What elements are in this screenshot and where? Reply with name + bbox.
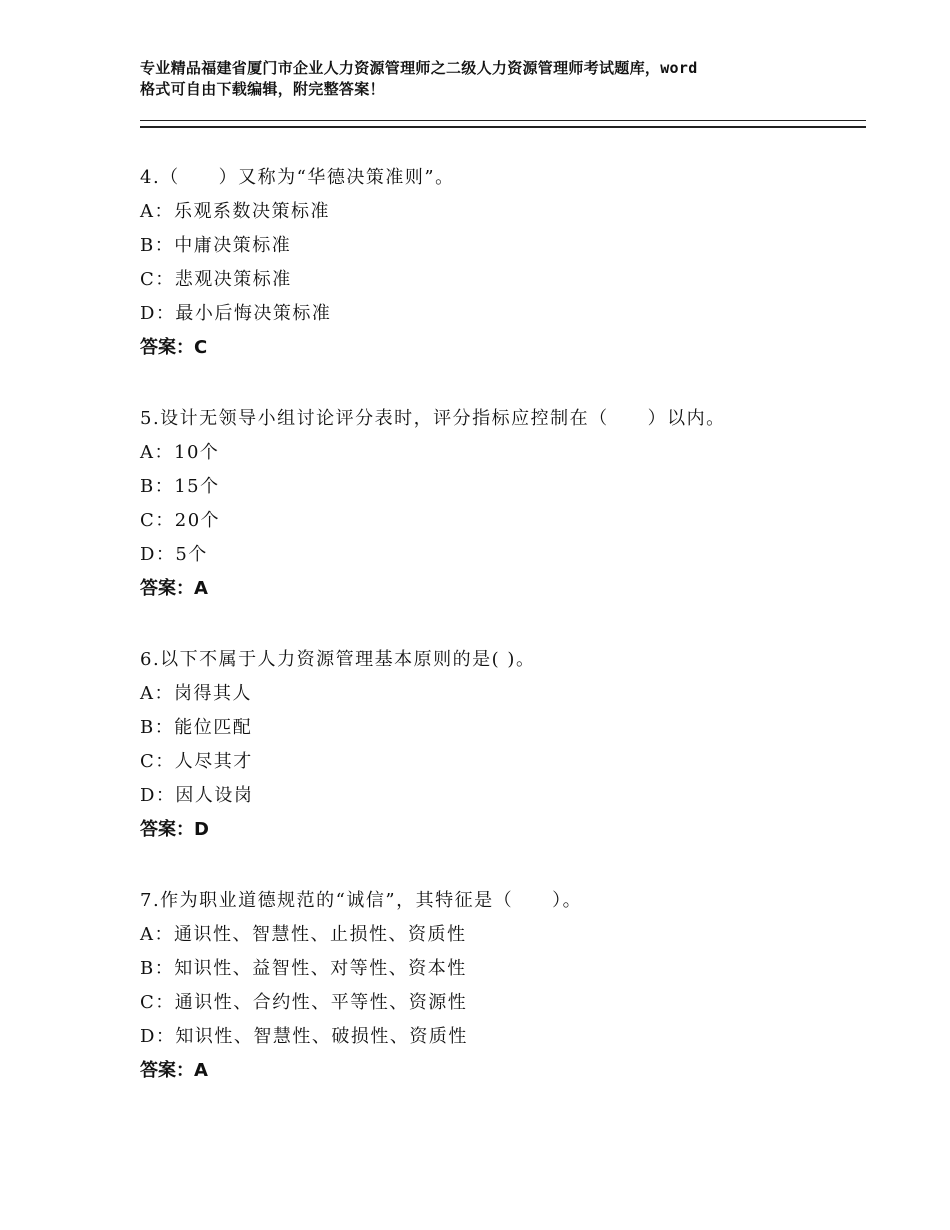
option-c: C：人尽其才 <box>140 751 253 772</box>
option-d: D：因人设岗 <box>140 785 254 806</box>
option-a: A：岗得其人 <box>140 683 252 704</box>
option-c: C：通识性、合约性、平等性、资源性 <box>140 992 468 1013</box>
question-stem: 4.（ ）又称为“华德决策准则”。 <box>140 167 455 188</box>
answer-line: 答案：A <box>140 578 208 599</box>
question-stem: 5.设计无领导小组讨论评分表时，评分指标应控制在（ ）以内。 <box>140 408 726 429</box>
question-6 <box>140 643 860 847</box>
answer-line: 答案：A <box>140 1060 208 1081</box>
header-line-1: 专业精品福建省厦门市企业人力资源管理师之二级人力资源管理师考试题库，word <box>140 59 698 77</box>
answer-line: 答案：D <box>140 819 209 840</box>
question-list <box>140 161 860 1125</box>
question-stem: 6.以下不属于人力资源管理基本原则的是( )。 <box>140 649 536 670</box>
option-a: A：乐观系数决策标准 <box>140 201 330 222</box>
option-b: B：15个 <box>140 476 220 497</box>
option-c: C：20个 <box>140 510 221 531</box>
answer-line: 答案：C <box>140 337 208 358</box>
option-a: A：通识性、智慧性、止损性、资质性 <box>140 924 467 945</box>
option-d: D：知识性、智慧性、破损性、资质性 <box>140 1026 468 1047</box>
header-line-2: 格式可自由下载编辑，附完整答案！ <box>140 80 385 98</box>
question-7 <box>140 884 860 1088</box>
option-a: A：10个 <box>140 442 220 463</box>
option-b: B：中庸决策标准 <box>140 235 292 256</box>
option-c: C：悲观决策标准 <box>140 269 292 290</box>
question-5 <box>140 402 860 606</box>
header-divider <box>140 120 866 128</box>
option-b: B：知识性、益智性、对等性、资本性 <box>140 958 467 979</box>
option-d: D：5个 <box>140 544 208 565</box>
question-4 <box>140 161 860 365</box>
option-b: B：能位匹配 <box>140 717 253 738</box>
document-header <box>140 58 840 100</box>
question-stem: 7.作为职业道德规范的“诚信”，其特征是（ ）。 <box>140 890 583 911</box>
option-d: D：最小后悔决策标准 <box>140 303 332 324</box>
